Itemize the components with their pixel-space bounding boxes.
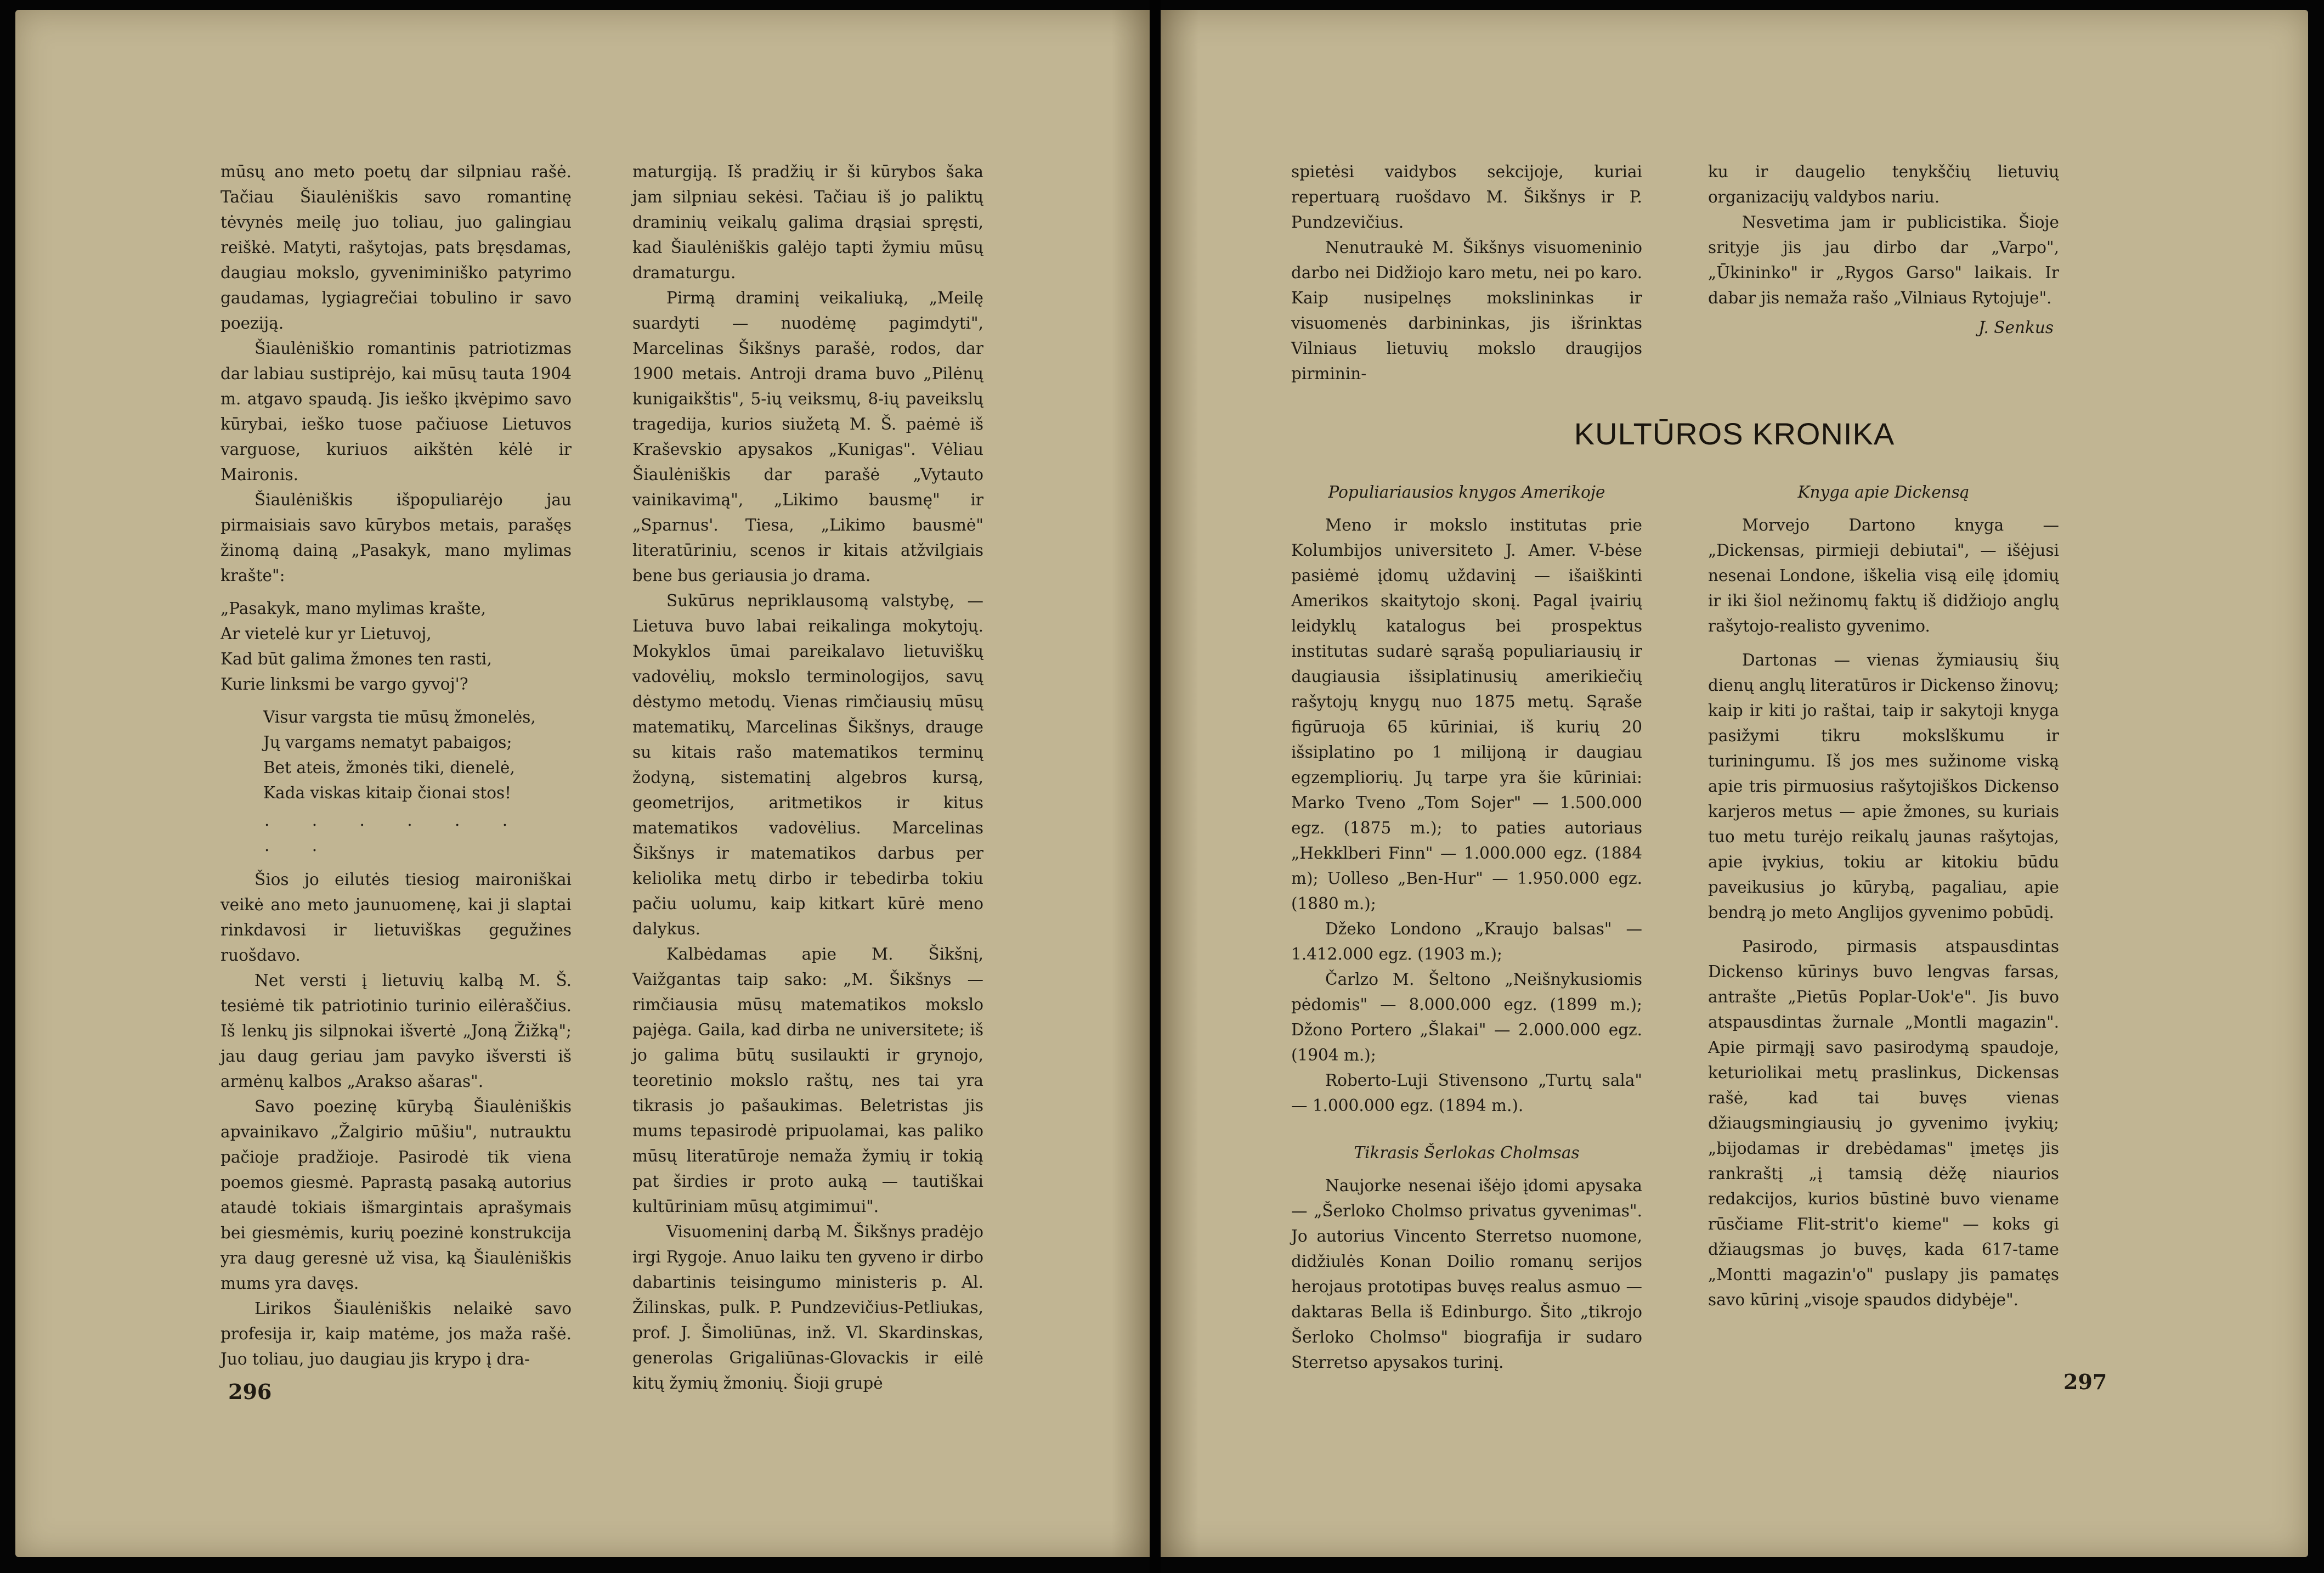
paragraph: Naujorke nesenai išėjo įdomi apysaka — „Šerloko Cholmso privatus gyvenimas". Jo autorius Vincento Sterretso nuomone, didžiulės Konan Doilio romanų serijos herojaus prototipas buvęs realus asmuo — daktaras Bella iš Edinburgo. Šito „tikrojo Šerloko Cholmso" biografija ir sudaro Sterretso apysakos turinį. [1291,1176,1642,1372]
paragraph: Džeko Londono „Kraujo balsas" — 1.412.000 egz. (1903 m.); [1291,920,1642,963]
paragraph: Pirmą draminį veikaliuką, „Meilę suardyti — nuodėmę pagimdyti", Marcelinas Šikšnys parašė, rodos, dar 1900 metais. Antroji drama buvo „Pilėnų kunigaikštis", 5-ių veiksmų, 8-ių paveikslų tragedija, kurios siužetą M. Š. paėmė iš Kraševskio apysakos „Kunigas". Vėliau Šiaulėniškis dar parašė „Vytauto vainikavimą", „Likimo bausmę" ir „Sparnus'. Tiesa, „Likimo bausmė" literatūriniu, scenos ir kitais atžvilgiais bene bus geriausia jo drama. [632,289,983,585]
poem-line: Visur vargsta tie mūsų žmonelės, [263,708,536,726]
poem-stanza-2 [220,704,572,805]
page-number-right: 297 [2063,1369,2107,1394]
ellipsis-dots: . . . . . . . . [264,811,527,855]
poem-line: „Pasakyk, mano mylimas krašte, [220,599,486,618]
paragraph: Lirikos Šiaulėniškis nelaikė savo profesija ir, kaip matėme, jos maža rašė. Juo toliau, juo daugiau jis krypo į dra- [220,1299,572,1368]
paragraph: Morvejo Dartono knyga — „Dickensas, pirmieji debiutai", — išėjusi nesenai Londone, iškelia visą eilę įdomių ir iki šiol nežinomų faktų iš didžiojo anglų rašytojo-realisto gyvenimo. [1708,516,2059,635]
poem-line: Jų vargams nematyt pabaigos; [263,733,512,752]
paragraph: Kalbėdamas apie M. Šikšnį, Vaižgantas taip sako: „M. Šikšnys — rimčiausia mūsų matematikos mokslo pajėga. Gaila, kad dirba ne universitete; iš jo galima būtų susilaukti ir grynojo, teoretinio mokslo raštų, nes tai yra tikrasis jo pašaukimas. Beletristas jis mums tepasirodė pripuolamai, kas paliko mūsų literatūroje nemaža žymių ir tokią pat širdies ir proto auką — tautiškai kultūriniam mūsų atgimimui". [632,945,983,1216]
left-column-1 [220,159,572,1372]
paragraph: Čarlzo M. Šeltono „Neišnykusiomis pėdomis" — 8.000.000 egz. (1899 m.); Džono Portero „Šlakai" — 2.000.000 egz. (1904 m.); [1291,970,1642,1064]
poem-line: Kad būt galima žmones ten rasti, [220,650,492,668]
section-title: KULTŪROS KRONIKA [1574,416,1895,451]
poem-line: Bet ateis, žmonės tiki, dienelė, [263,758,515,777]
poem-line: Kada viskas kitaip čionai stos! [263,783,512,802]
page-number-left: 296 [228,1379,272,1404]
left-column-2 [632,159,983,1396]
paragraph: Roberto-Luji Stivensono „Turtų sala" — 1.000.000 egz. (1894 m.). [1291,1071,1642,1115]
paragraph: Visuomeninį darbą M. Šikšnys pradėjo irgi Rygoje. Anuo laiku ten gyveno ir dirbo dabartinis teisingumo ministeris p. Al. Žilinskas, pulk. P. Pundzevičius-Petliukas, prof. J. Šimoliūnas, inž. Vl. Skardinskas, generolas Grigaliūnas-Glovackis ir eilė kitų žymių žmonių. Šioji grupė [632,1222,983,1392]
paragraph: Šiaulėniškio romantinis patriotizmas dar labiau sustiprėjo, kai mūsų tauta 1904 m. atgavo spaudą. Jis ieško įkvėpimo savo kūrybai, ieško tuose pačiuose Lietuvos varguose, kuriuos aikštėn kėlė ir Maironis. [220,339,572,484]
paragraph: Sukūrus nepriklausomą valstybę, — Lietuva buvo labai reikalinga mokytojų. Mokyklos ūmai pareikalavo lietuviškų vadovėlių, mokslo terminologijos, savų dėstymo metodų. Vienas rimčiausių mūsų matematikų, Marcelinas Šikšnys, drauge su kitais rašo matematikos terminų žodyną, sistematinį algebros kursą, geometrijos, aritmetikos ir kitus matematikos vadovėlius. Marcelinas Šikšnys ir matematikos darbus per keliolika metų dirbo ir tebedirba tokiu pačiu uolumu, kaip kitkart kūrė meno dalykus. [632,591,983,938]
paragraph: Meno ir mokslo institutas prie Kolumbijos universiteto J. Amer. V-bėse pasiėmė įdomų uždavinį — išaiškinti Amerikos skaitytojo skonį. Pagal įvairių leidyklų katalogus bei prospektus institutas sudarė sąrašą populiariausių ir daugiausia išsiplatinusių amerikiečių rašytojų knygų nuo 1875 metų. Sąraše figūruoja 65 kūriniai, iš kurių 20 išsiplatino po 1 milijoną ir daugiau egzempliorių. Jų tarpe yra šie kūriniai: Marko Tveno „Tom Sojer" — 1.500.000 egz. (1875 m.); to paties autoriaus „Hekklberi Finn" — 1.000.000 egz. (1884 m); Uolleso „Ben-Hur" — 1.950.000 egz. (1880 m.); [1291,516,1642,913]
paragraph: spietėsi vaidybos sekcijoje, kuriai repertuarą ruošdavo M. Šikšnys ir P. Pundzevičius. [1291,162,1642,232]
poem-line: Kurie linksmi be vargo gyvoj'? [220,675,468,694]
paragraph: ku ir daugelio tenykščių lietuvių organizacijų valdybos nariu. [1708,162,2059,206]
right-top-column-1 [1291,159,1642,386]
left-page [15,10,1150,1557]
paragraph: Šiaulėniškis išpopuliarėjo jau pirmaisiais savo kūrybos metais, parašęs žinomą dainą „Pasakyk, mano mylimas krašte": [220,490,572,585]
article-title: Knyga apie Dickensą [1797,483,1970,501]
paragraph: Dartonas — vienas žymiausių šių dienų anglų literatūros ir Dickenso žinovų; kaip ir kiti jo raštai, taip ir sakytoji knyga pasižymi tikru mokslškumu ir turiningumu. Iš jos mes sužinome viską apie tris pirmuosius rašytojiškos Dickenso karjeros metus — apie žmones, su kuriais tuo metu turėjo reikalų jaunas rašytojas, apie įvykius, tokiu ar kitokiu būdu paveikusius jo kūrybą, pagaliau, apie bendrą jo meto Anglijos gyvenimo pobūdį. [1708,651,2060,922]
poem-line: Ar vietelė kur yr Lietuvoj, [220,624,432,643]
book-gutter [1150,0,1161,1573]
author-signature: J. Senkus [1978,318,2054,337]
paragraph: Nesvetima jam ir publicistika. Šioje srityje jis jau dirbo dar „Varpo", „Ūkininko" ir „Rygos Garso" laikais. Ir dabar jis nemaža rašo „Vilniaus Rytojuje". [1708,213,2059,307]
right-column-2 [1708,480,2059,1312]
paragraph: mūsų ano meto poetų dar silpniau rašė. Tačiau Šiaulėniškis savo romantinę tėvynės meilę juo toliau, juo galingiau reiškė. Matyti, rašytojas, pats bręsdamas, daugiau mokslo, gyveniminiško patyrimo gaudamas, lygiagrečiai tobulino ir savo poeziją. [220,162,572,332]
poem-stanza-1 [220,596,572,697]
paragraph: Pasirodo, pirmasis atspausdintas Dickenso kūrinys buvo lengvas farsas, antrašte „Pietūs Poplar-Uok'e". Jis buvo atspausdintas žurnale „Montli magazin". Apie pirmąjį savo pasirodymą spaudoje, keturiolikai metų praslinkus, Dickensas rašė, kad tai buvęs vienas džiaugsmingiausių jo gyvenimo įvykių; „bijodamas ir drebėdamas" įmetęs jis rankraštį „į tamsią dėžę niaurios redakcijos, kurios būstinė buvo viename rūsčiame Flit-strit'o kieme" — koks gi džiaugsmas jo buvęs, kada 617-tame „Montti magazin'o" puslapy jis pamatęs savo kūrinį „visoje spaudos didybėje". [1708,937,2059,1309]
paragraph: Net versti į lietuvių kalbą M. Š. tesiėmė tik patriotinio turinio eilėraščius. Iš lenkų jis silpnokai išvertė „Joną Žižką"; jau daug geriau jam pavyko išversti iš armėnų kalbos „Arakso ašaras". [220,971,572,1091]
article-title: Tikrasis Šerlokas Cholmsas [1354,1143,1580,1162]
paragraph: Nenutraukė M. Šikšnys visuomeninio darbo nei Didžiojo karo metu, nei po karo. Kaip nusipelnęs mokslininkas ir visuomenės darbininkas, jis išrinktas Vilniaus lietuvių mokslo draugijos pirminin- [1291,238,1642,383]
paragraph: maturgiją. Iš pradžių ir ši kūrybos šaka jam silpniau sekėsi. Tačiau iš jo paliktų draminių veikalų galima drąsiai spręsti, kad Šiaulėniškis galėjo tapti žymiu mūsų dramaturgu. [632,162,983,282]
right-page [1161,10,2308,1557]
article-title: Populiariausios knygos Amerikoje [1328,483,1605,501]
right-column-1 [1291,480,1642,1375]
paragraph: Šios jo eilutės tiesiog maironiškai veikė ano meto jaunuomenę, kai ji slaptai rinkdavosi ir lietuviškas gegužines ruošdavo. [220,870,572,965]
paragraph: Savo poezinę kūrybą Šiaulėniškis apvainikavo „Žalgirio mūšiu", nutrauktu pačioje pradžioje. Pasirodė tik viena poemos giesmė. Paprastą pasaką autorius ataudė tokiais išmargintais aprašymais bei giesmėmis, kurių poezinė konstrukcija yra daug geresnė už visa, ką Šiaulėniškis mums yra davęs. [220,1097,572,1293]
right-top-column-2 [1708,159,2059,340]
